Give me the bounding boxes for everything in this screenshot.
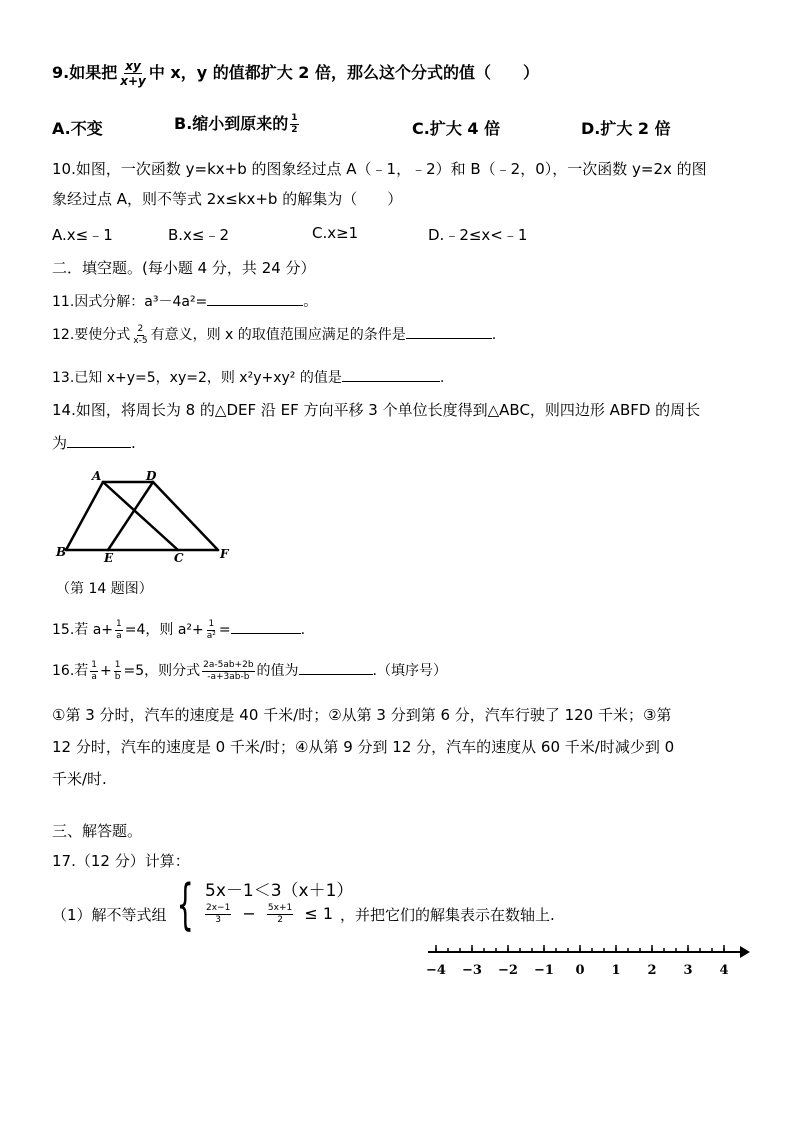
q16-fraction-1 <box>90 661 98 682</box>
q15-line <box>52 619 305 641</box>
q16-answer-blank <box>299 660 373 675</box>
q17-ineq2-f1-num: 2x−1 <box>206 903 231 913</box>
segment-df <box>153 482 218 550</box>
q14-figure <box>52 466 242 570</box>
q17-inequality-1: 5x－1＜3（x＋1） <box>205 881 354 901</box>
q17-number-line <box>424 940 754 986</box>
number-line-tick-label: 1 <box>611 963 621 978</box>
q11-line <box>52 291 317 311</box>
q15-f2-den: a² <box>206 630 216 641</box>
q17-ineq2-f1-den: 3 <box>215 915 222 925</box>
q12-answer-blank <box>406 324 492 339</box>
number-line-tick-label: −1 <box>534 963 554 978</box>
q11-end: 。 <box>303 294 318 310</box>
label-d: D <box>146 469 157 483</box>
q14-line1: 14.如图，将周长为 8 的△DEF 沿 EF 方向平移 3 个单位长度得到△ABC，则四边形 ABFD 的周长 <box>52 401 701 419</box>
q10-option-c: C.x≥1 <box>312 224 359 242</box>
q16-f2-num: 1 <box>114 659 121 670</box>
para-line2: 12 分时，汽车的速度是 0 千米/时；④从第 9 分到 12 分，汽车的速度从 60 千米/时减少到 0 <box>52 738 675 756</box>
number-line-tick-label: 2 <box>647 963 657 978</box>
label-e: E <box>104 551 114 565</box>
q15-eq: = <box>218 622 231 638</box>
q16-plus: + <box>100 663 112 679</box>
q16-f2-den: b <box>114 671 121 682</box>
q16-fraction-2 <box>114 661 122 682</box>
section-3-heading: 三、解答题。 <box>52 822 143 840</box>
q9-line <box>52 60 539 87</box>
q17-system-brace <box>168 873 202 936</box>
q17-part1-suffix: ，并把它们的解集表示在数轴上. <box>340 906 555 924</box>
q13-line <box>52 367 444 387</box>
q17-ineq2-fraction-1 <box>205 904 231 925</box>
label-f: F <box>220 547 229 561</box>
segment-ab <box>66 482 103 550</box>
q12-suffix: 有意义，则 x 的取值范围应满足的条件是 <box>150 327 406 343</box>
q12-line <box>52 324 496 346</box>
q14-line2-text: 为 <box>52 434 68 452</box>
brace-icon: { <box>176 873 194 936</box>
q9-option-d: D.扩大 2 倍 <box>581 119 671 138</box>
q17-ineq2-f2-den: 2 <box>277 915 283 925</box>
q17-ineq2-f2-num: 5x+1 <box>267 903 293 913</box>
q17-ineq2-minus: − <box>242 904 256 923</box>
q12-frac-num: 2 <box>137 323 144 334</box>
q15-f2-num: 1 <box>208 618 215 629</box>
q12-fraction <box>132 325 148 346</box>
q10-option-b: B.x≤﹣2 <box>168 226 230 244</box>
q17-part1-prefix: （1）解不等式组 <box>52 906 167 924</box>
number-line-arrow-icon <box>740 946 750 958</box>
q15-answer-blank <box>231 619 301 634</box>
q9-option-b-text: B.缩小到原来的 <box>174 114 289 133</box>
q9-fraction <box>119 60 147 87</box>
q16-line <box>52 660 447 682</box>
q16-f3-den: -a+3ab-b <box>207 671 250 682</box>
q16-prefix: 16.若 <box>52 663 89 679</box>
q13-text: 13.已知 x+y=5，xy=2，则 x²y+xy² 的值是 <box>52 370 342 386</box>
q17-inequality-2 <box>203 904 333 925</box>
q13-end: . <box>439 370 445 386</box>
q9-prefix: 9.如果把 <box>52 63 118 82</box>
label-c: C <box>174 551 184 565</box>
q16-end: .（填序号） <box>372 663 447 679</box>
q10-line1: 10.如图，一次函数 y=kx+b 的图象经过点 A（﹣1，﹣2）和 B（﹣2，0），一次函数 y=2x 的图 <box>52 160 707 178</box>
para-line1: ①第 3 分时，汽车的速度是 40 千米/时；②从第 3 分到第 6 分，汽车行驶了 120 千米；③第 <box>52 706 672 724</box>
q17-ineq2-fraction-2 <box>267 904 293 925</box>
q14-answer-blank <box>67 433 131 448</box>
q9-option-c: C.扩大 4 倍 <box>412 119 501 138</box>
q15-f1-num: 1 <box>116 618 122 629</box>
q16-f1-den: a <box>91 671 97 682</box>
q16-mid: =5，则分式 <box>123 663 201 679</box>
q15-fraction-1 <box>115 620 123 641</box>
q14-end: . <box>131 434 136 452</box>
q9-option-b <box>174 111 301 135</box>
para-line3: 千米/时. <box>52 770 107 788</box>
q15-fraction-2 <box>206 620 217 641</box>
q12-frac-den: x-5 <box>133 335 148 346</box>
q9-option-a: A.不变 <box>52 119 103 138</box>
number-line-tick-label: −4 <box>426 963 446 978</box>
q16-f1-num: 1 <box>91 659 97 670</box>
section-2-heading: 二．填空题。(每小题 4 分，共 24 分） <box>52 259 316 277</box>
q10-option-a: A.x≤﹣1 <box>52 226 113 244</box>
q14-caption: （第 14 题图） <box>56 581 153 597</box>
q12-end: . <box>491 327 497 343</box>
number-line-tick-label: −2 <box>498 963 518 978</box>
number-line-tick-label: 3 <box>683 963 693 978</box>
q10-line2: 象经过点 A，则不等式 2x≤kx+b 的解集为（ ） <box>52 190 403 208</box>
q16-suffix: 的值为 <box>256 663 299 679</box>
q14-line2 <box>52 432 136 453</box>
q9-frac-num: xy <box>125 59 141 73</box>
q16-fraction-3 <box>202 661 254 682</box>
q9-suffix: 中 x，y 的值都扩大 2 倍，那么这个分式的值（ ） <box>148 63 540 82</box>
q13-answer-blank <box>342 367 440 382</box>
q11-text: 11.因式分解：a³－4a²= <box>52 294 208 310</box>
q12-prefix: 12.要使分式 <box>52 327 131 343</box>
q15-end: . <box>300 622 306 638</box>
q10-option-d: D.﹣2≤x<﹣1 <box>428 226 528 244</box>
label-b: B <box>56 545 67 559</box>
q9-option-b-den: 2 <box>291 125 298 135</box>
q15-f1-den: a <box>116 630 122 641</box>
q15-mid: =4，则 a²+ <box>124 622 204 638</box>
q16-f3-num: 2a-5ab+2b <box>203 659 254 670</box>
q9-option-b-num: 1 <box>291 113 298 123</box>
q17-title: 17.（12 分）计算： <box>52 852 190 870</box>
number-line-tick-label: −3 <box>462 963 482 978</box>
q11-answer-blank <box>207 291 303 306</box>
q15-prefix: 15.若 a+ <box>52 622 114 638</box>
q9-option-b-fraction <box>290 114 298 135</box>
q9-frac-den: x+y <box>120 74 146 88</box>
q17-ineq2-rhs: ≤ 1 <box>304 904 334 923</box>
number-line-tick-label: 4 <box>719 963 729 978</box>
number-line-tick-label: 0 <box>575 963 585 978</box>
label-a: A <box>92 469 102 483</box>
